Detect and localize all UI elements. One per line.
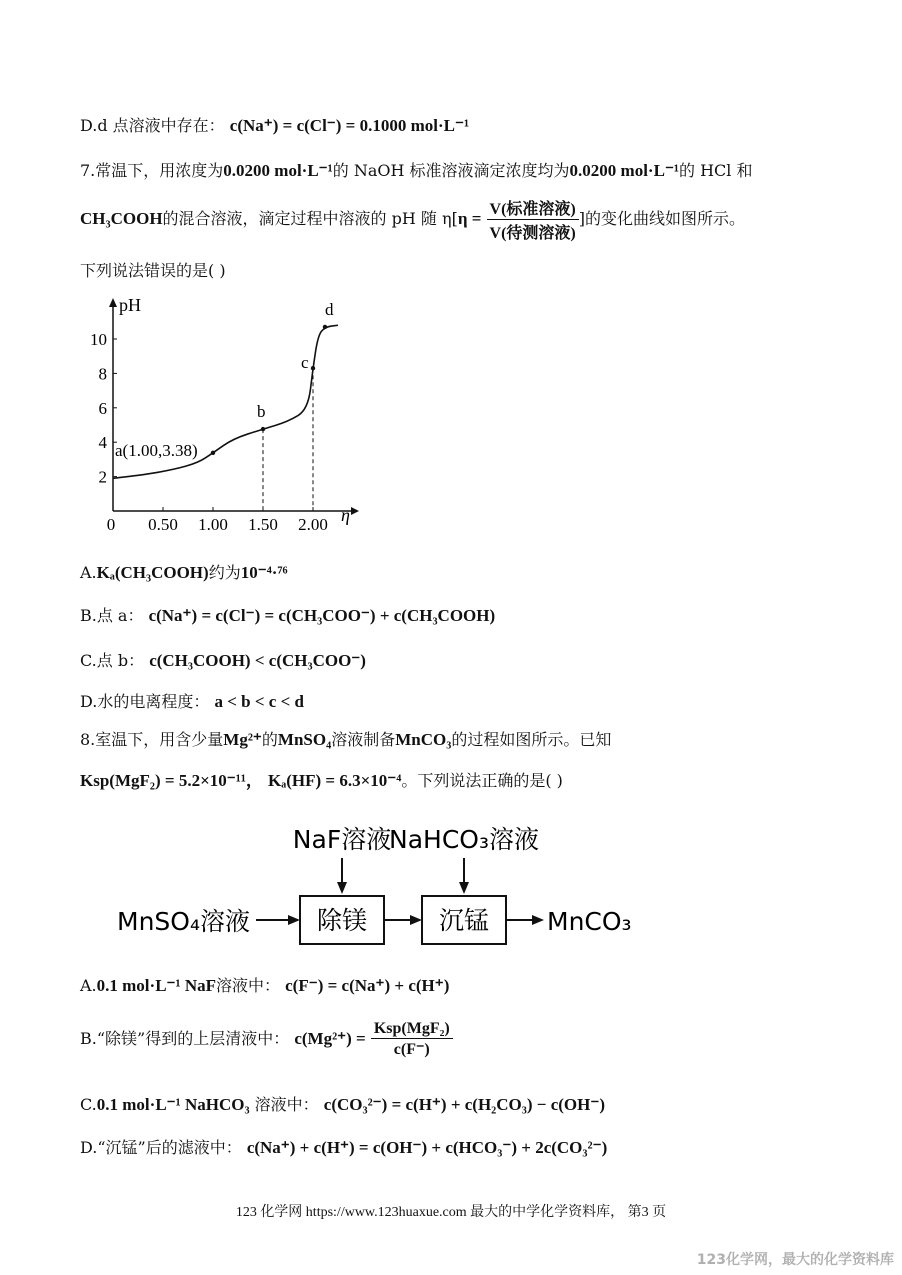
q7-stem-line2 xyxy=(80,196,745,243)
q7-option-a-text: 约为 xyxy=(208,563,241,582)
x-axis-label: η xyxy=(341,505,350,525)
y-tick-label: 10 xyxy=(90,330,107,349)
q8-option-a xyxy=(80,973,449,996)
q7-option-d xyxy=(80,689,304,712)
q8-option-a-label: A. xyxy=(80,976,97,995)
q7-conc2: 0.0200 mol·L⁻¹ xyxy=(569,161,680,180)
point-b-marker xyxy=(261,427,265,431)
q7-acid: CH₃COOH xyxy=(80,209,163,228)
flow-reagent-nahco3: NaHCO₃溶液 xyxy=(389,825,539,854)
point-a-label: a(1.00,3.38) xyxy=(115,440,198,460)
q7-conc1: 0.0200 mol·L⁻¹ xyxy=(223,161,333,180)
watermark: 123化学网，最大的化学资料库 xyxy=(696,1252,894,1268)
q6-option-d-formula: c(Na⁺) = c(Cl⁻) = 0.1000 mol·L⁻¹ xyxy=(229,116,470,135)
q7-option-d-formula: a < b < c < d xyxy=(214,692,304,711)
x-tick-label: 1.50 xyxy=(248,515,278,533)
x-tick-label: 1.00 xyxy=(198,515,228,533)
q7-eta-eq: η = xyxy=(457,209,482,228)
flow-arrowhead-mid xyxy=(410,915,422,925)
page-footer: 123 化学网 https://www.123huaxue.com 最大的中学化学资料库， 第3 页 xyxy=(235,1205,667,1220)
q7-frac-den: V(待测溶液) xyxy=(489,225,576,242)
flow-input-mnso4: MnSO₄溶液 xyxy=(117,907,250,936)
q7-option-b xyxy=(80,603,495,626)
titration-chart xyxy=(85,293,365,533)
q7-eta-open: η[ xyxy=(442,209,458,228)
q8-option-d-formula: c(Na⁺) + c(H⁺) = c(OH⁻) + c(HCO₃⁻) + 2c(CO₃²⁻) xyxy=(246,1138,608,1157)
q8-option-a-text: 溶液中： xyxy=(216,976,281,995)
q8-mnso4: MnSO₄ xyxy=(277,730,332,749)
q8-option-b-lhs: c(Mg²⁺) = xyxy=(294,1029,366,1048)
q8-option-c-text: 溶液中： xyxy=(254,1095,319,1114)
q8-option-c xyxy=(80,1092,605,1115)
point-b-label: b xyxy=(257,402,266,422)
q6-option-d xyxy=(80,113,469,136)
q8-option-a-formula: c(F⁻) = c(Na⁺) + c(H⁺) xyxy=(285,976,450,995)
process-flow-diagram xyxy=(112,818,652,948)
q8-option-d xyxy=(80,1135,607,1158)
q8-stem-line1 xyxy=(80,727,611,750)
x-tick-label: 2.00 xyxy=(298,515,328,533)
point-c-marker xyxy=(311,366,315,370)
flow-arrowhead-input xyxy=(288,915,300,925)
q8-option-b-denominator: c(F⁻) xyxy=(393,1041,430,1058)
q8-stem-c: 溶液制备 xyxy=(331,730,396,749)
q8-ka: Kₐ(HF) = 6.3×10⁻⁴ xyxy=(268,771,402,790)
q8-stem-b: 的 xyxy=(261,730,278,749)
q7-option-d-label: D.水的电离程度： xyxy=(80,692,210,711)
flow-arrowhead-nahco3 xyxy=(459,882,469,894)
q7-stem-b: 的 NaOH 标准溶液滴定浓度均为 xyxy=(332,161,570,180)
q8-mnco3: MnCO₃ xyxy=(395,730,452,749)
q8-option-c-label: C. xyxy=(80,1095,97,1114)
q8-mg-ion: Mg²⁺ xyxy=(223,730,262,749)
y-tick-label: 8 xyxy=(98,364,107,384)
q8-option-b-fraction xyxy=(371,1020,453,1059)
q8-stem-a: 8.室温下，用含少量 xyxy=(80,730,224,749)
flow-arrowhead-naf xyxy=(337,882,347,894)
q8-option-d-label: D.“沉锰”后的滤液中： xyxy=(80,1138,242,1157)
q7-option-a-label: A. xyxy=(80,563,97,582)
q7-stem-line1 xyxy=(80,158,753,181)
q6-option-d-text: D.d 点溶液中存在： xyxy=(80,116,225,135)
q7-stem-d: 的混合溶液，滴定过程中溶液的 pH 随 xyxy=(162,209,437,228)
q7-option-c-formula: c(CH₃COOH) < c(CH₃COO⁻) xyxy=(149,651,366,670)
q7-option-a-ka: Kₐ(CH₃COOH) xyxy=(96,563,209,582)
q7-option-b-formula: c(Na⁺) = c(Cl⁻) = c(CH₃COO⁻) + c(CH₃COOH) xyxy=(148,606,496,625)
flow-reagent-naf: NaF溶液 xyxy=(292,825,392,854)
q7-option-a xyxy=(80,560,288,583)
q7-option-a-value: 10⁻⁴·⁷⁶ xyxy=(240,563,288,582)
q7-stem-f: 下列说法错误的是( ) xyxy=(80,261,226,280)
q7-eta-fraction xyxy=(487,196,579,243)
y-axis-arrowhead xyxy=(109,298,117,307)
x-tick-label: 0.50 xyxy=(148,515,178,533)
y-tick-label: 4 xyxy=(98,433,107,453)
point-c-label: c xyxy=(301,353,309,373)
q7-option-c xyxy=(80,648,366,671)
q8-option-b-label: B.“除镁”得到的上层清液中： xyxy=(80,1029,290,1048)
q8-option-b xyxy=(80,1020,453,1059)
q8-option-c-formula: c(CO₃²⁻) = c(H⁺) + c(H₂CO₃) − c(OH⁻) xyxy=(323,1095,606,1114)
flow-arrowhead-output xyxy=(532,915,544,925)
q8-ksp: Ksp(MgF₂) = 5.2×10⁻¹¹， xyxy=(80,771,263,790)
y-tick-label: 6 xyxy=(98,398,107,418)
point-a-marker xyxy=(211,451,215,455)
flow-output-mnco3: MnCO₃ xyxy=(547,907,632,936)
q7-stem-a: 7.常温下，用浓度为 xyxy=(80,161,224,180)
y-axis-label: pH xyxy=(119,295,141,315)
q8-option-a-conc: 0.1 mol·L⁻¹ NaF xyxy=(96,976,217,995)
flow-box-demagnesium-label: 除镁 xyxy=(316,906,368,935)
q7-stem-line3 xyxy=(80,258,226,281)
flow-box-mn-precip-label: 沉锰 xyxy=(438,906,490,935)
q7-stem-e: ]的变化曲线如图所示。 xyxy=(578,209,745,228)
q7-option-c-label: C.点 b： xyxy=(80,651,145,670)
q8-option-b-numerator: Ksp(MgF₂) xyxy=(371,1020,453,1039)
y-tick-label: 2 xyxy=(98,467,107,487)
x-tick-label: 0 xyxy=(106,515,116,533)
q8-stem-d: 的过程如图所示。已知 xyxy=(451,730,612,749)
q8-stem-line2 xyxy=(80,766,563,791)
q8-stem-e: 。下列说法正确的是( ) xyxy=(401,771,563,790)
q7-stem-c: 的 HCl 和 xyxy=(679,161,753,180)
q7-frac-num: V(标准溶液) xyxy=(487,196,579,220)
x-axis-arrowhead xyxy=(351,507,359,515)
point-d-marker xyxy=(323,325,327,329)
q7-option-b-label: B.点 a： xyxy=(80,606,144,625)
q8-option-c-conc: 0.1 mol·L⁻¹ NaHCO₃ xyxy=(96,1095,250,1114)
point-d-label: d xyxy=(325,299,334,319)
